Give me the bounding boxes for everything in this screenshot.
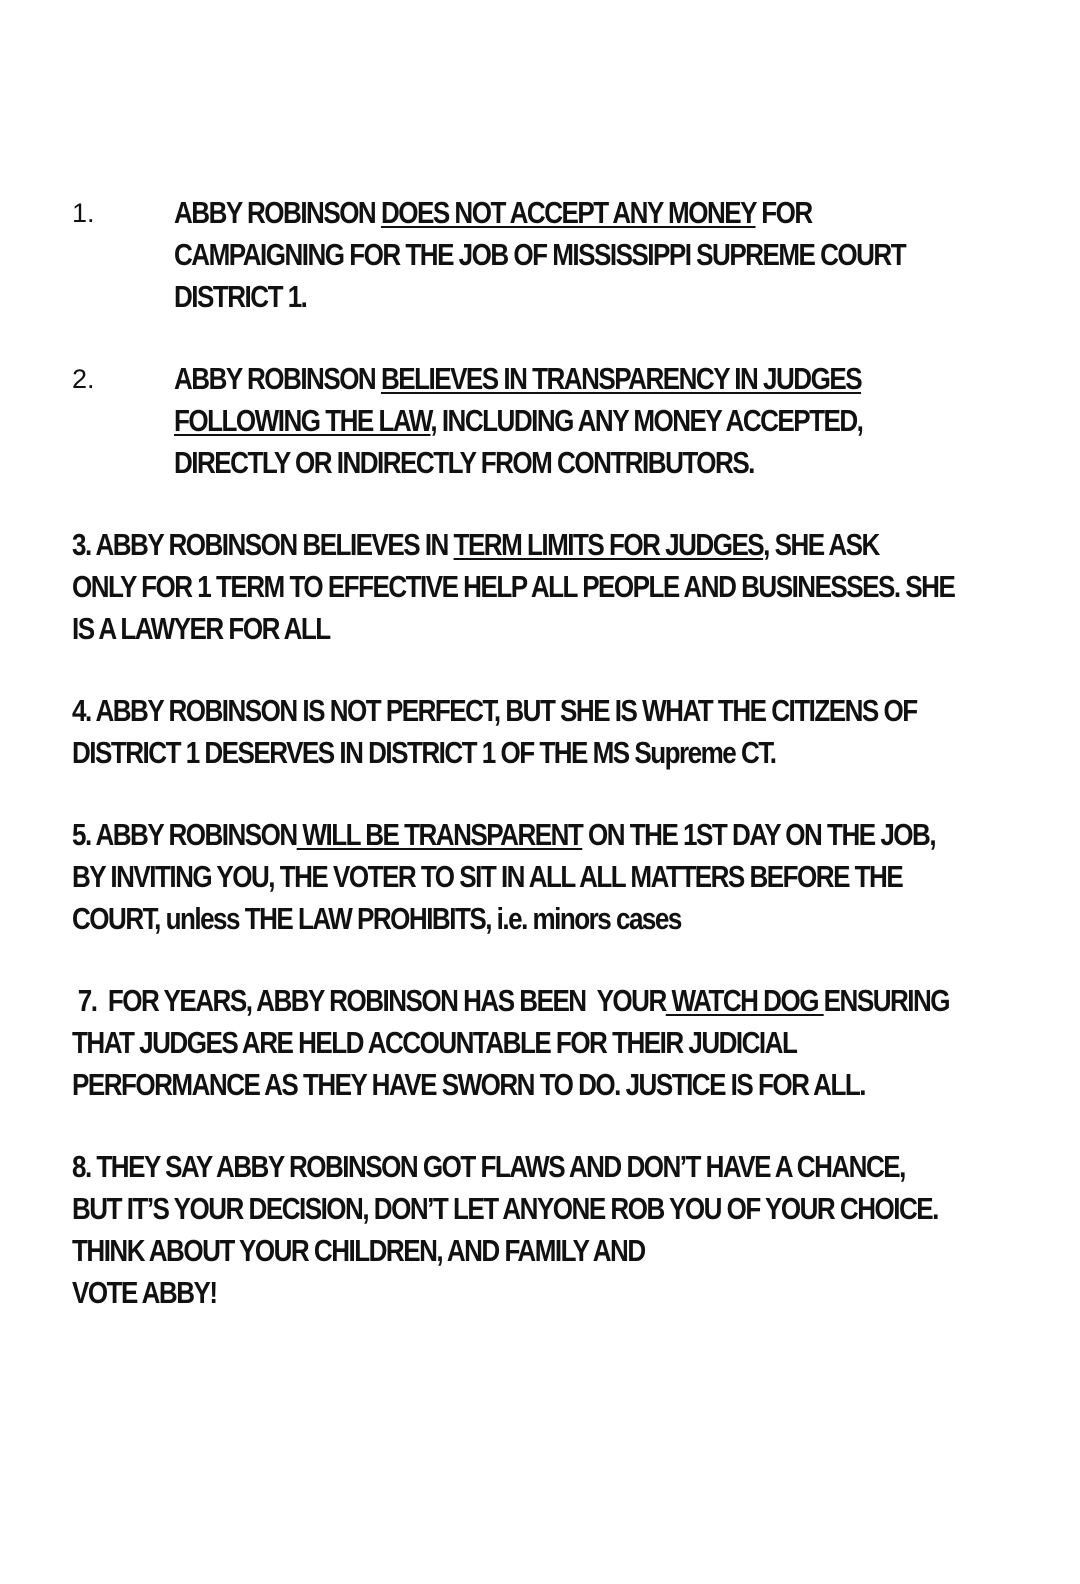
item-2-emphasis: BELIEVES IN TRANSPARENCY IN JUDGES (380, 361, 862, 396)
item-1-line-1: ABBY ROBINSON DOES NOT ACCEPT ANY MONEY FOR (174, 195, 812, 230)
item-5-line-1: 5. ABBY ROBINSON WILL BE TRANSPARENT ON THE 1ST DAY ON THE JOB, (72, 817, 936, 852)
item-3-line-2: ONLY FOR 1 TERM TO EFFECTIVE HELP ALL PEOPLE AND BUSINESSES. SHE (72, 569, 955, 604)
item-7-emphasis: WATCH DOG (665, 983, 824, 1018)
item-5-text (72, 814, 1080, 940)
item-8-line-2: BUT IT’S YOUR DECISION, DON’T LET ANYONE ROB YOU OF YOUR CHOICE. (72, 1191, 938, 1226)
item-8-line-3: THINK ABOUT YOUR CHILDREN, AND FAMILY AND (72, 1233, 645, 1268)
item-2-line-3: DIRECTLY OR INDIRECTLY FROM CONTRIBUTORS. (174, 445, 754, 480)
item-4-text (72, 690, 1077, 774)
item-5-emphasis: WILL BE TRANSPARENT (296, 817, 583, 852)
item-2-line-2: FOLLOWING THE LAW, INCLUDING ANY MONEY ACCEPTED, (174, 403, 863, 438)
item-1-line-3: DISTRICT 1. (174, 279, 307, 314)
item-2-line-1: ABBY ROBINSON BELIEVES IN TRANSPARENCY IN JUDGES (174, 361, 862, 396)
item-3-line-1: 3. ABBY ROBINSON BELIEVES IN TERM LIMITS FOR JUDGES, SHE ASK (72, 527, 879, 562)
item-7-text (72, 980, 1080, 1106)
item-1-emphasis: DOES NOT ACCEPT ANY MONEY (380, 195, 756, 230)
item-5-line-2: BY INVITING YOU, THE VOTER TO SIT IN ALL ALL MATTERS BEFORE THE (72, 859, 903, 894)
item-1-text (174, 192, 1044, 318)
item-2-number: 2. (72, 364, 95, 394)
item-8-text (72, 1146, 1080, 1314)
item-3-emphasis: TERM LIMITS FOR JUDGES (453, 527, 764, 562)
item-3-text (72, 524, 1080, 650)
item-1-line-2: CAMPAIGNING FOR THE JOB OF MISSISSIPPI SUPREME COURT (174, 237, 906, 272)
item-2-emphasis-cont: FOLLOWING THE LAW, (174, 403, 437, 438)
item-4-line-2: DISTRICT 1 DESERVES IN DISTRICT 1 OF THE MS Supreme CT. (72, 735, 776, 770)
item-7-line-1: 7. FOR YEARS, ABBY ROBINSON HAS BEEN YOUR WATCH DOG ENSURING (72, 983, 950, 1018)
item-4-line-1: 4. ABBY ROBINSON IS NOT PERFECT, BUT SHE IS WHAT THE CITIZENS OF (72, 693, 917, 728)
item-5-line-3: COURT, unless THE LAW PROHIBITS, i.e. minors cases (72, 901, 681, 936)
item-3-line-3: IS A LAWYER FOR ALL (72, 611, 330, 646)
item-2-text (174, 358, 994, 484)
item-7-line-2: THAT JUDGES ARE HELD ACCOUNTABLE FOR THEIR JUDICIAL (72, 1025, 797, 1060)
item-7-line-3: PERFORMANCE AS THEY HAVE SWORN TO DO. JUSTICE IS FOR ALL. (72, 1067, 865, 1102)
vote-abby-line: VOTE ABBY! (72, 1275, 217, 1310)
item-1-number: 1. (72, 198, 95, 228)
item-8-line-1: 8. THEY SAY ABBY ROBINSON GOT FLAWS AND DON’T HAVE A CHANCE, (72, 1149, 905, 1184)
